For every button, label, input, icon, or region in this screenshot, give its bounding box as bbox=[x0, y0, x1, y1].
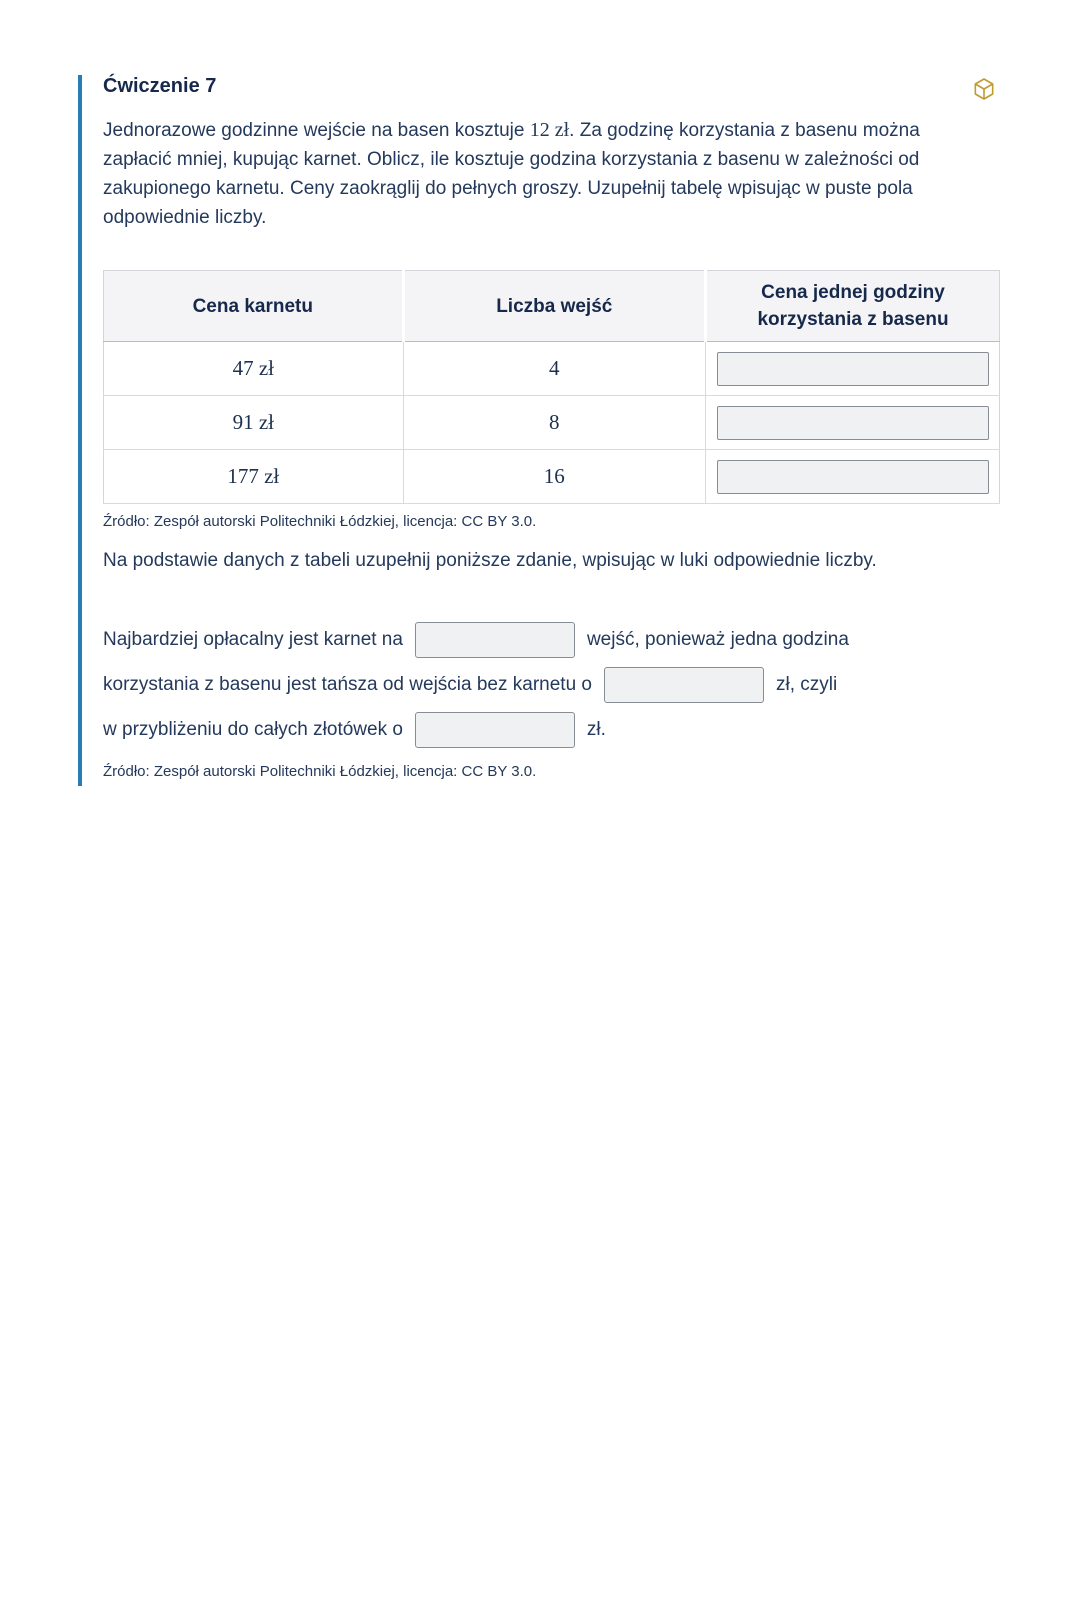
cell-liczba-3: 16 bbox=[403, 450, 706, 504]
table-answer-input-3[interactable] bbox=[717, 460, 989, 494]
cell-liczba-2: 8 bbox=[403, 396, 706, 450]
exercise-prompt bbox=[103, 116, 963, 232]
table-header-liczba-wejsc: Liczba wejść bbox=[403, 271, 706, 342]
table-header-cena-godziny: Cena jednej godziny korzystania z basenu bbox=[706, 271, 1000, 342]
blank-input-entries[interactable] bbox=[415, 622, 575, 658]
table-row bbox=[104, 342, 1000, 396]
sentence-text: w przybliżeniu do całych złotówek o bbox=[103, 719, 403, 740]
sentence-text: wejść, ponieważ jedna godzina bbox=[586, 629, 849, 650]
exercise-table bbox=[103, 270, 1000, 504]
table-header-row bbox=[104, 271, 1000, 342]
exercise-block bbox=[78, 75, 1000, 786]
sentence-text: zł, czyli bbox=[776, 674, 838, 695]
prompt-text-after: . Za godzinę korzystania z basenu można zapłacić mniej, kupując karnet. Oblicz, ile kosztuje godzina korzystania z basenu w zależności od zakupionego karnetu. Ceny zaokrąglij do pełnych groszy. Uzupełnij tabelę wpisując w puste pola odpowiednie liczby. bbox=[103, 120, 920, 228]
table-row bbox=[104, 396, 1000, 450]
cell-answer-2 bbox=[706, 396, 1000, 450]
prompt-math-value: 12 zł bbox=[529, 119, 570, 141]
blank-input-rounded-difference[interactable] bbox=[415, 712, 575, 748]
table-row bbox=[104, 450, 1000, 504]
sentence-instruction: Na podstawie danych z tabeli uzupełnij poniższe zdanie, wpisując w luki odpowiednie liczby. bbox=[103, 550, 877, 571]
cell-cena-2: 91 zł bbox=[104, 396, 404, 450]
table-header-cena-karnetu: Cena karnetu bbox=[104, 271, 404, 342]
blank-input-price-difference[interactable] bbox=[604, 667, 764, 703]
cell-cena-3: 177 zł bbox=[104, 450, 404, 504]
exercise-title: Ćwiczenie 7 bbox=[103, 75, 217, 97]
table-answer-input-2[interactable] bbox=[717, 406, 989, 440]
fill-in-sentence bbox=[103, 621, 1000, 749]
sentence-text: zł. bbox=[586, 719, 606, 740]
cell-answer-3 bbox=[706, 450, 1000, 504]
sentence-line-3 bbox=[103, 711, 1000, 749]
table-answer-input-1[interactable] bbox=[717, 352, 989, 386]
table-source: Źródło: Zespół autorski Politechniki Łódzkiej, licencja: CC BY 3.0. bbox=[103, 513, 537, 530]
sentence-text: Najbardziej opłacalny jest karnet na bbox=[103, 629, 403, 650]
cell-answer-1 bbox=[706, 342, 1000, 396]
prompt-text-before: Jednorazowe godzinne wejście na basen kosztuje bbox=[103, 120, 525, 141]
sentence-line-2 bbox=[103, 666, 1000, 704]
cube-icon bbox=[972, 77, 996, 106]
sentence-source: Źródło: Zespół autorski Politechniki Łódzkiej, licencja: CC BY 3.0. bbox=[103, 763, 537, 780]
sentence-text: korzystania z basenu jest tańsza od wejścia bez karnetu o bbox=[103, 674, 592, 695]
cell-cena-1: 47 zł bbox=[104, 342, 404, 396]
exercise-header bbox=[103, 75, 1000, 106]
sentence-line-1 bbox=[103, 621, 1000, 659]
cell-liczba-1: 4 bbox=[403, 342, 706, 396]
